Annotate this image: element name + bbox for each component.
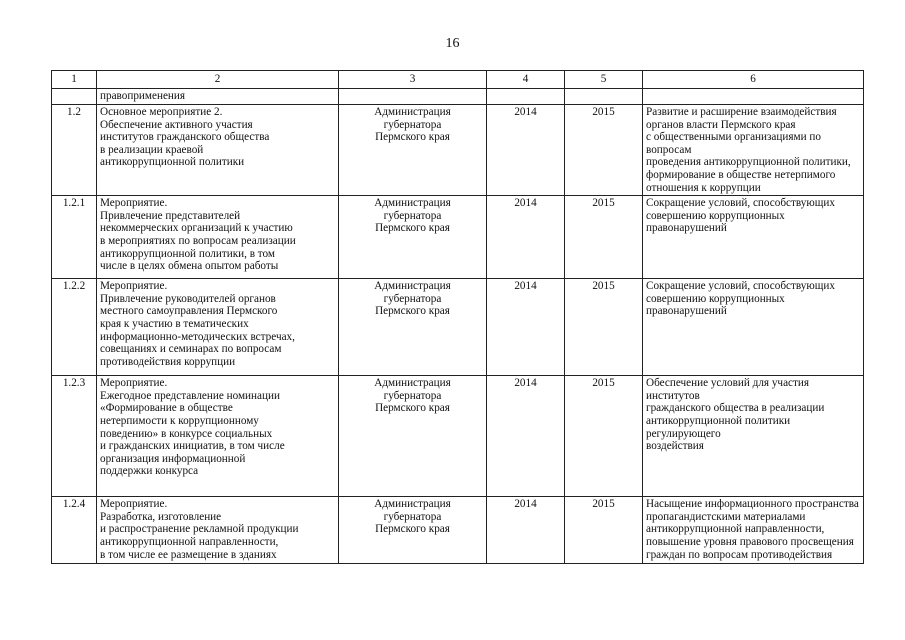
text-line: Основное мероприятие 2. xyxy=(100,106,223,118)
cell-start: 2014 xyxy=(487,279,565,376)
continuation-row xyxy=(52,89,864,105)
cell-num xyxy=(52,89,97,105)
text-line: губернатора xyxy=(383,118,442,131)
cell-executor xyxy=(339,196,487,279)
cell-start: 2014 xyxy=(487,196,565,279)
text-line: числе в целях обмена опытом работы xyxy=(100,260,279,273)
text-line: отношения к коррупции xyxy=(646,181,761,194)
text-line: Пермского края xyxy=(375,305,450,318)
text-line: Пермского края xyxy=(375,222,450,235)
cell-activity xyxy=(97,105,339,196)
text-line: организация информационной xyxy=(100,452,246,465)
table-row xyxy=(52,196,864,279)
text-line: Развитие и расширение взаимодействия xyxy=(646,106,837,118)
text-line: местного самоуправления Пермского xyxy=(100,305,278,318)
text-line: Мероприятие. xyxy=(100,197,168,210)
cell-activity xyxy=(97,89,339,105)
cell-num: 1.2.3 xyxy=(52,376,97,497)
cell-executor xyxy=(339,497,487,564)
table-row xyxy=(52,279,864,376)
text-line: губернатора xyxy=(383,510,442,523)
text-line: информационно-методических встречах, xyxy=(100,330,295,343)
text-line: и распространение рекламной продукции xyxy=(100,523,299,536)
header-col-6: 6 xyxy=(643,71,864,89)
cell-executor xyxy=(339,376,487,497)
cell-result xyxy=(643,196,864,279)
activities-table xyxy=(51,70,864,564)
text-line: поведению» в конкурсе социальных xyxy=(100,427,273,440)
cell-end: 2015 xyxy=(565,497,643,564)
text-line: воздействия xyxy=(646,440,704,453)
text-line: Привлечение руководителей органов xyxy=(100,292,276,305)
text-line: «Формирование в обществе xyxy=(100,402,233,415)
text-line: совершению коррупционных правонарушений xyxy=(646,209,785,235)
text-line: гражданского общества в реализации xyxy=(646,402,825,415)
cell-executor xyxy=(339,279,487,376)
cell-end: 2015 xyxy=(565,105,643,196)
text-line: Пермского края xyxy=(375,402,450,415)
text-line: Пермского края xyxy=(375,131,450,144)
text-line: и гражданских инициатив, в том числе xyxy=(100,440,285,453)
text-line: Администрация xyxy=(374,498,451,511)
cell-result xyxy=(643,497,864,564)
text-line: противодействия коррупции xyxy=(100,355,236,368)
text-line: проведения антикоррупционной политики, xyxy=(646,156,851,169)
text-line: Обеспечение активного участия xyxy=(100,118,253,131)
table-row xyxy=(52,376,864,497)
text-line: края к участию в тематических xyxy=(100,317,249,330)
cell-start xyxy=(487,89,565,105)
cell-activity xyxy=(97,196,339,279)
text-line: Администрация xyxy=(374,197,451,210)
cell-start: 2014 xyxy=(487,376,565,497)
text-line: антикоррупционной направленности, xyxy=(100,535,279,548)
header-col-5: 5 xyxy=(565,71,643,89)
cell-activity xyxy=(97,497,339,564)
cell-num: 1.2 xyxy=(52,105,97,196)
text-line: Сокращение условий, способствующих xyxy=(646,197,835,210)
header-col-3: 3 xyxy=(339,71,487,89)
text-line: Мероприятие. xyxy=(100,498,168,511)
text-line: поддержки конкурса xyxy=(100,465,199,478)
cell-result xyxy=(643,279,864,376)
text-line: антикоррупционной направленности, xyxy=(646,523,825,536)
text-line: пропагандистскими материалами xyxy=(646,510,806,523)
text-line: некоммерческих организаций к участию xyxy=(100,222,293,235)
text-line: формирование в обществе нетерпимого xyxy=(646,168,836,181)
page-number: 16 xyxy=(445,36,460,51)
text-line: институтов гражданского общества xyxy=(100,131,270,144)
text-line: губернатора xyxy=(383,209,442,222)
text-line: губернатора xyxy=(383,389,442,402)
text-line: с общественными организациями по вопросам xyxy=(646,131,821,156)
text-line: Администрация xyxy=(374,106,451,118)
text-line: органов власти Пермского края xyxy=(646,118,796,131)
text-line: Мероприятие. xyxy=(100,377,168,390)
cell-start: 2014 xyxy=(487,105,565,196)
text-line: правоприменения xyxy=(100,90,186,102)
text-line: антикоррупционной политики xyxy=(100,156,245,169)
cell-num: 1.2.1 xyxy=(52,196,97,279)
cell-executor xyxy=(339,105,487,196)
cell-start: 2014 xyxy=(487,497,565,564)
text-line: Насыщение информационного пространства xyxy=(646,498,859,511)
text-line: в том числе ее размещение в зданиях xyxy=(100,548,277,561)
text-line: в реализации краевой xyxy=(100,143,204,156)
cell-result xyxy=(643,376,864,497)
text-line: повышение уровня правового просвещения xyxy=(646,535,854,548)
cell-executor xyxy=(339,89,487,105)
cell-num: 1.2.2 xyxy=(52,279,97,376)
cell-activity xyxy=(97,279,339,376)
cell-end xyxy=(565,89,643,105)
cell-result xyxy=(643,105,864,196)
text-line: Администрация xyxy=(374,280,451,293)
text-line: губернатора xyxy=(383,292,442,305)
header-col-2: 2 xyxy=(97,71,339,89)
text-line: Сокращение условий, способствующих xyxy=(646,280,835,293)
table-row xyxy=(52,105,864,196)
text-line: граждан по вопросам противодействия xyxy=(646,548,833,561)
cell-end: 2015 xyxy=(565,196,643,279)
text-line: Администрация xyxy=(374,377,451,390)
text-line: нетерпимости к коррупционному xyxy=(100,414,259,427)
table-header-row xyxy=(52,71,864,89)
text-line: антикоррупционной политики, в том xyxy=(100,247,276,260)
text-line: Обеспечение условий для участия институтов xyxy=(646,377,810,402)
text-line: Мероприятие. xyxy=(100,280,168,293)
table-row xyxy=(52,497,864,564)
cell-result xyxy=(643,89,864,105)
cell-end: 2015 xyxy=(565,279,643,376)
text-line: совершению коррупционных правонарушений xyxy=(646,292,785,318)
text-line: в мероприятиях по вопросам реализации xyxy=(100,234,296,247)
header-col-1: 1 xyxy=(52,71,97,89)
text-line: Ежегодное представление номинации xyxy=(100,389,280,402)
text-line: Пермского края xyxy=(375,523,450,536)
text-line: совещаниях и семинарах по вопросам xyxy=(100,343,282,356)
cell-activity xyxy=(97,376,339,497)
cell-end: 2015 xyxy=(565,376,643,497)
text-line: Разработка, изготовление xyxy=(100,510,222,523)
text-line: антикоррупционной политики регулирующего xyxy=(646,414,791,440)
cell-num: 1.2.4 xyxy=(52,497,97,564)
text-line: Привлечение представителей xyxy=(100,209,241,222)
header-col-4: 4 xyxy=(487,71,565,89)
